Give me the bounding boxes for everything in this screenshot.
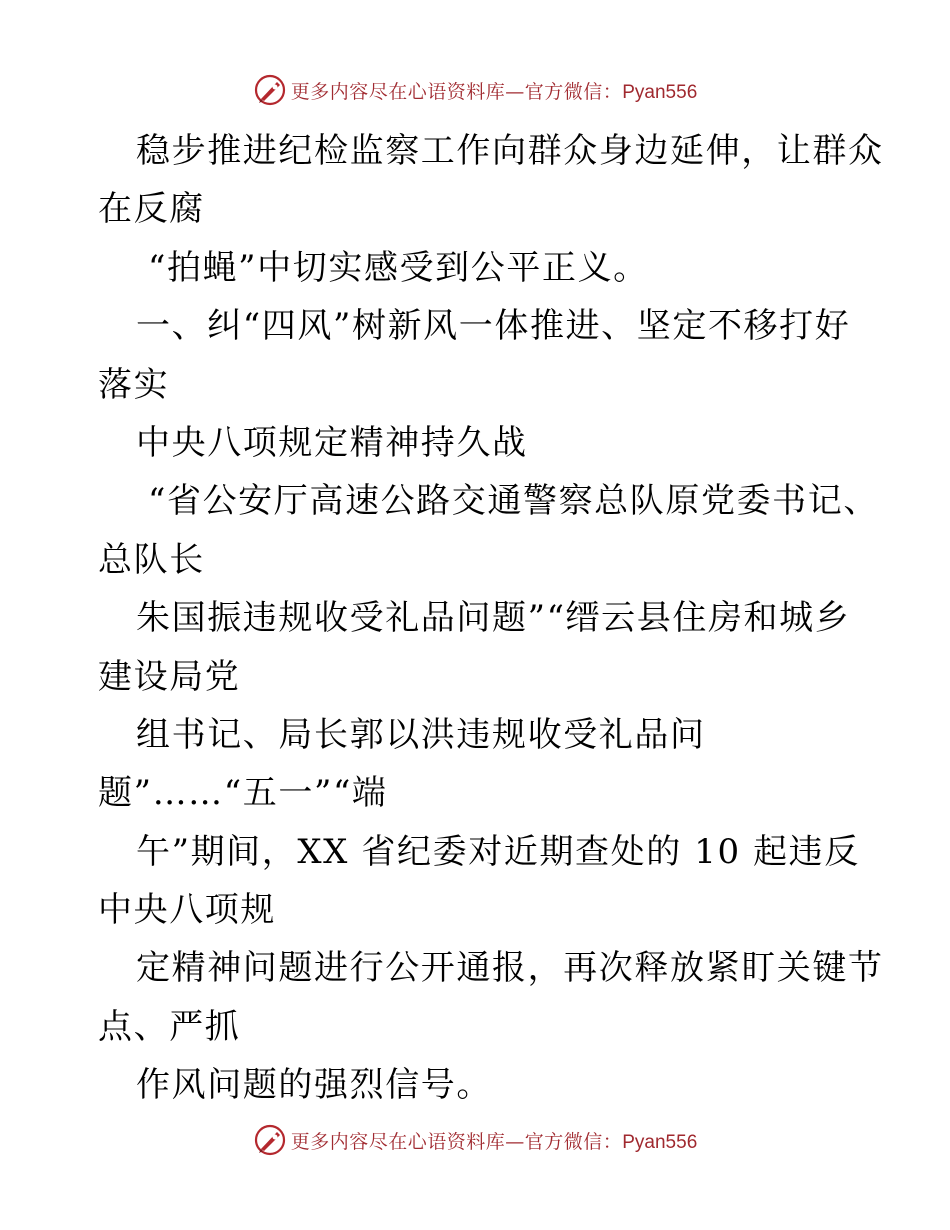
body-line: 午”期间，XX 省纪委对近期查处的 10 起违反 — [136, 831, 860, 872]
body-line: 定精神问题进行公开通报，再次释放紧盯关键节 — [136, 948, 884, 989]
body-line: 组书记、局长郭以洪违规收受礼品问 — [136, 714, 706, 755]
body-line: 建设局党 — [98, 656, 241, 697]
header-watermark-text: 更多内容尽在心语资料库—官方微信： — [290, 80, 623, 103]
footer-watermark-id: Pyan556 — [622, 1131, 698, 1153]
header-watermark — [0, 70, 950, 110]
document-body — [0, 122, 950, 1115]
body-line: 一、纠“四风”树新风一体推进、坚定不移打好 — [136, 306, 851, 347]
body-line: 在反腐 — [98, 189, 205, 230]
body-line: 朱国振违规收受礼品问题”“缙云县住房和城乡 — [136, 598, 851, 639]
body-line: 点、严抓 — [98, 1006, 241, 1047]
body-line: “拍蝇”中切实感受到公平正义。 — [148, 247, 649, 288]
body-line: “省公安厅高速公路交通警察总队原党委书记、 — [148, 481, 879, 522]
body-line: 落实 — [98, 364, 170, 405]
body-line: 中央八项规 — [98, 890, 276, 931]
body-line: 作风问题的强烈信号。 — [136, 1065, 492, 1106]
body-line: 总队长 — [98, 539, 205, 580]
body-line: 稳步推进纪检监察工作向群众身边延伸，让群众 — [136, 131, 884, 171]
body-line: 题”……“五一”“端 — [98, 773, 388, 814]
header-watermark-id: Pyan556 — [622, 81, 698, 103]
pen-logo-icon — [253, 1123, 287, 1157]
pen-logo-icon — [253, 73, 287, 107]
body-line: 中央八项规定精神持久战 — [136, 422, 528, 463]
footer-watermark-text: 更多内容尽在心语资料库—官方微信： — [290, 1130, 623, 1153]
footer-watermark — [0, 1120, 950, 1160]
